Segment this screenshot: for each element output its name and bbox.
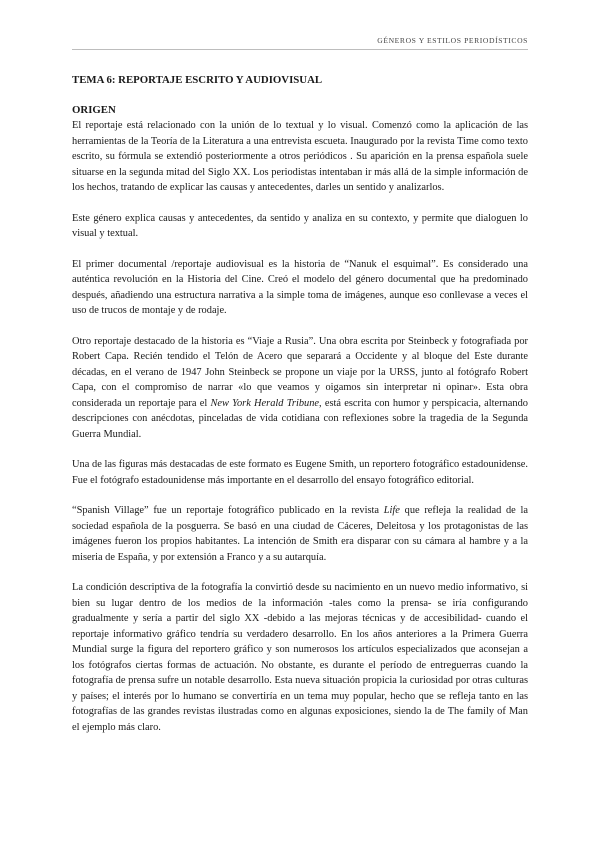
newspaper-title: New York Herald Tribune <box>210 397 320 409</box>
paragraph-5: Una de las figuras más destacadas de este formato es Eugene Smith, un reportero fotográfico estadounidense. Fue el fotógrafo estadounidense más importante en el desarrollo del ensayo fotográfico editorial. <box>72 459 528 486</box>
paragraph-4 <box>72 334 528 443</box>
header-rule <box>72 49 528 50</box>
paragraph-4-text-a: Otro reportaje destacado de la historia es “Viaje a Rusia”. Una obra escrita por Steinbeck y fotografiada por Robert Capa. Recién tendido el Telón de Acero que separará a Occidente y al bloque del Este durante décadas, en el verano de 1947 John Steinbeck se propone un viaje por la URSS, junto al fotógrafo Robert Capa, con el compromiso de narrar «lo que veamos y oigamos sin interpretar ni opinar». Esta obra considerada un reportaje para el <box>72 335 528 409</box>
paragraph-6 <box>72 503 528 565</box>
paragraph-7: La condición descriptiva de la fotografía la convirtió desde su nacimiento en un nuevo medio informativo, si bien su lugar dentro de los medios de la información -tales como la prensa- se iría configurando gradualmente y sería a partir del siglo XX -debido a las mejoras técnicas y de accesibilidad- cuando el reportaje informativo gráfico tendría su verdadero desarrollo. En los años anteriores a la Primera Guerra Mundial surge la figura del reportero gráfico y son numerosos los artículos especializados que aconsejan a los fotógrafos ciertas formas de actuación. No obstante, es durante el período de entreguerras cuando la fotografía de prensa sufre un notable desarrollo. Esta nueva situación propicia la curiosidad por otras culturas y países; el interés por lo humano se convertiría en un tema muy popular, hecho que se refleja tanto en las fotografías de las grandes revistas ilustradas como en algunas exposiciones, siendo la de The family of Man el ejemplo más claro. <box>72 582 528 733</box>
paragraph-6-text-a: “Spanish Village” fue un reportaje fotográfico publicado en la revista <box>72 505 384 516</box>
paragraph-4-text-b: , está escrita con humor y perspicacia, alternando descripciones con anécdotas, pinceladas de vida cotidiana con reflexiones sobre la tragedia de la Segunda Guerra Mundial. <box>72 397 528 440</box>
paragraph-2: Este género explica causas y antecedentes, da sentido y analiza en su contexto, y permite que dialoguen lo visual y textual. <box>72 212 528 239</box>
section-heading-origen: ORIGEN <box>72 103 116 116</box>
document-body <box>72 73 528 750</box>
paragraph-3: El primer documental /reportaje audiovisual es la historia de “Nanuk el esquimal”. Es considerado una auténtica revolución en la Historia del Cine. Creó el modelo del género documental que ha predominado después, añadiendo una estructura narrativa a la simple toma de imágenes, aunque eso conllevase a veces el uso de trucos de montaje y de rodaje. <box>72 258 528 316</box>
paragraph-1: El reportaje está relacionado con la unión de lo textual y lo visual. Comenzó como la aplicación de las herramientas de la Teoría de la Literatura a una entrevista escueta. Inaugurado por la revista Time como texto escrito, su fórmula se extendió posteriormente a otros periódicos . Su aparición en la prensa española suele situarse en la segunda mitad del Siglo XX. Los periodistas intentaban ir más allá de la simple información de los hechos, tratando de explicar las causas y antecedentes, darles un sentido y analizarlos. <box>72 120 528 193</box>
document-title: TEMA 6: REPORTAJE ESCRITO Y AUDIOVISUAL <box>72 74 323 86</box>
paragraph-6-text-b: que refleja la realidad de la sociedad española de la posguerra. Se basó en una ciudad de Cáceres, Deleitosa y los protagonistas de las imágenes fueron los propios habitantes. La intención de Smith era disparar con su cámara al hambre y a la miseria de España, y por extensión a Franco y a su autarquía. <box>72 505 528 563</box>
magazine-title: Life <box>383 505 400 516</box>
running-header: GÉNEROS Y ESTILOS PERIODÍSTICOS <box>377 36 528 45</box>
